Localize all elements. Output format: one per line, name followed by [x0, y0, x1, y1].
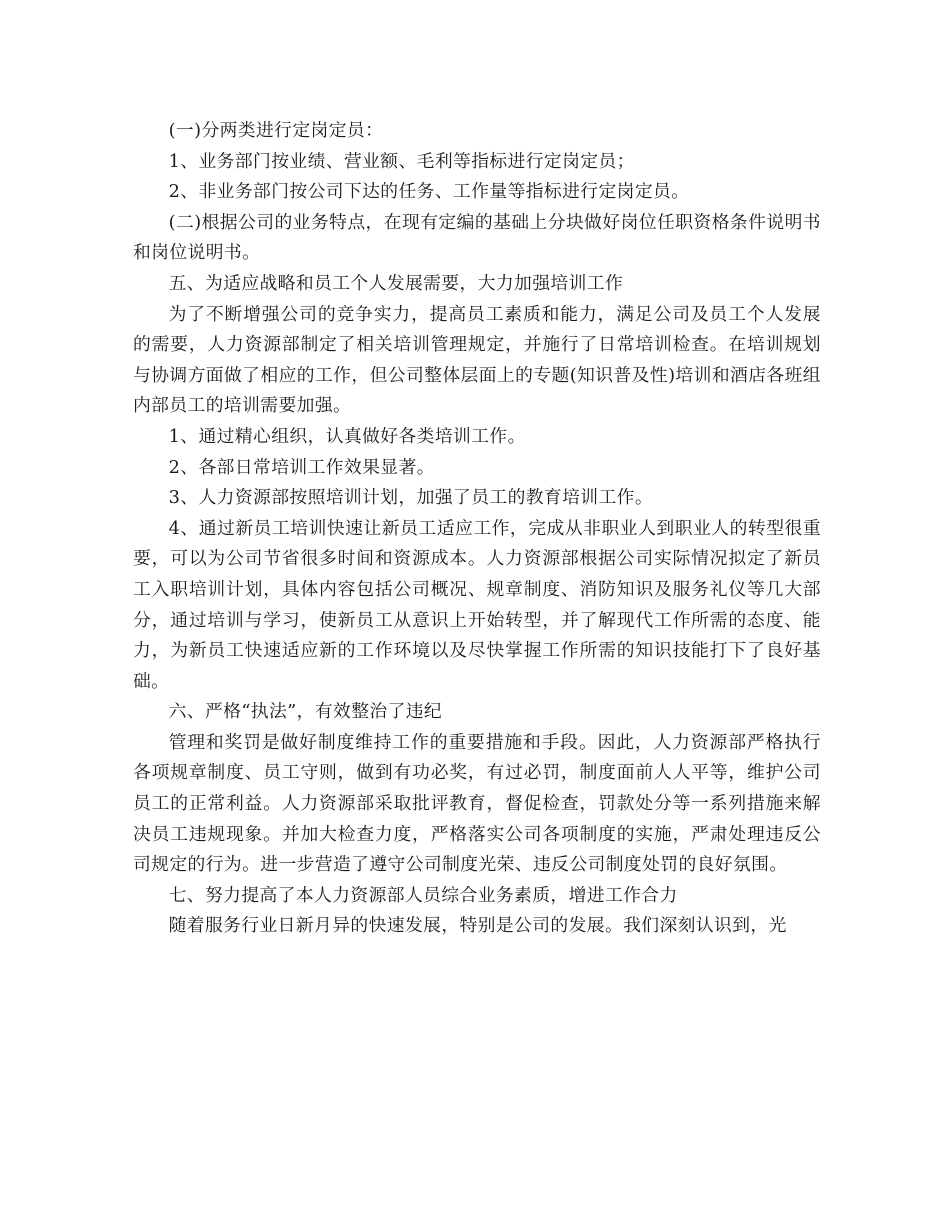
- paragraph-item: 2、各部日常培训工作效果显著。: [168, 456, 435, 478]
- paragraph-item: 1、业务部门按业绩、营业额、毛利等指标进行定岗定员；: [168, 150, 635, 172]
- paragraph-discipline: 管理和奖罚是做好制度维持工作的重要措施和手段。因此，人力资源部严格执行各项规章制度、员工守则，做到有功必奖，有过必罚，制度面前人人平等，维护公司员工的正常利益。人力资源部采取批评教育，督促检查，罚款处分等一系列措施来解决员工违规现象。并加大检查力度，严格落实公司各项制度的实施，严肃处理违反公司规定的行为。进一步营造了遵守公司制度光荣、违反公司制度处罚的良好氛围。: [133, 731, 821, 876]
- paragraph-item: 4、通过新员工培训快速让新员工适应工作，完成从非职业人到职业人的转型很重要，可以为公司节省很多时间和资源成本。人力资源部根据公司实际情况拟定了新员工入职培训计划，具体内容包括公司概况、规章制度、消防知识及服务礼仪等几大部分，通过培训与学习，使新员工从意识上开始转型，并了解现代工作所需的态度、能力，为新员工快速适应新的工作环境以及尽快掌握工作所需的知识技能打下了良好基础。: [133, 517, 821, 692]
- heading-quality: 七、努力提高了本人力资源部人员综合业务素质，增进工作合力: [168, 884, 678, 906]
- paragraph-section-two: (二)根据公司的业务特点，在现有定编的基础上分块做好岗位任职资格条件说明书和岗位说明书。: [133, 211, 821, 264]
- paragraph-item: 2、非业务部门按公司下达的任务、工作量等指标进行定岗定员。: [168, 181, 690, 203]
- paragraph-item: 1、通过精心组织，认真做好各类培训工作。: [168, 425, 526, 447]
- document-body: [133, 116, 821, 942]
- paragraph-training-intro: 为了不断增强公司的竞争实力，提高员工素质和能力，满足公司及员工个人发展的需要，人力资源部制定了相关培训管理规定，并施行了日常培训检查。在培训规划与协调方面做了相应的工作，但公司整体层面上的专题(知识普及性)培训和酒店各班组内部员工的培训需要加强。: [133, 303, 821, 417]
- heading-discipline: 六、严格“执法”，有效整治了违纪: [168, 701, 443, 723]
- heading-training: 五、为适应战略和员工个人发展需要，大力加强培训工作: [168, 272, 624, 294]
- paragraph-item: 3、人力资源部按照培训计划，加强了员工的教育培训工作。: [168, 487, 654, 509]
- paragraph-section-one: (一)分两类进行定岗定员：: [168, 120, 384, 141]
- paragraph-quality: 随着服务行业日新月异的快速发展，特别是公司的发展。我们深刻认识到，光: [168, 915, 787, 937]
